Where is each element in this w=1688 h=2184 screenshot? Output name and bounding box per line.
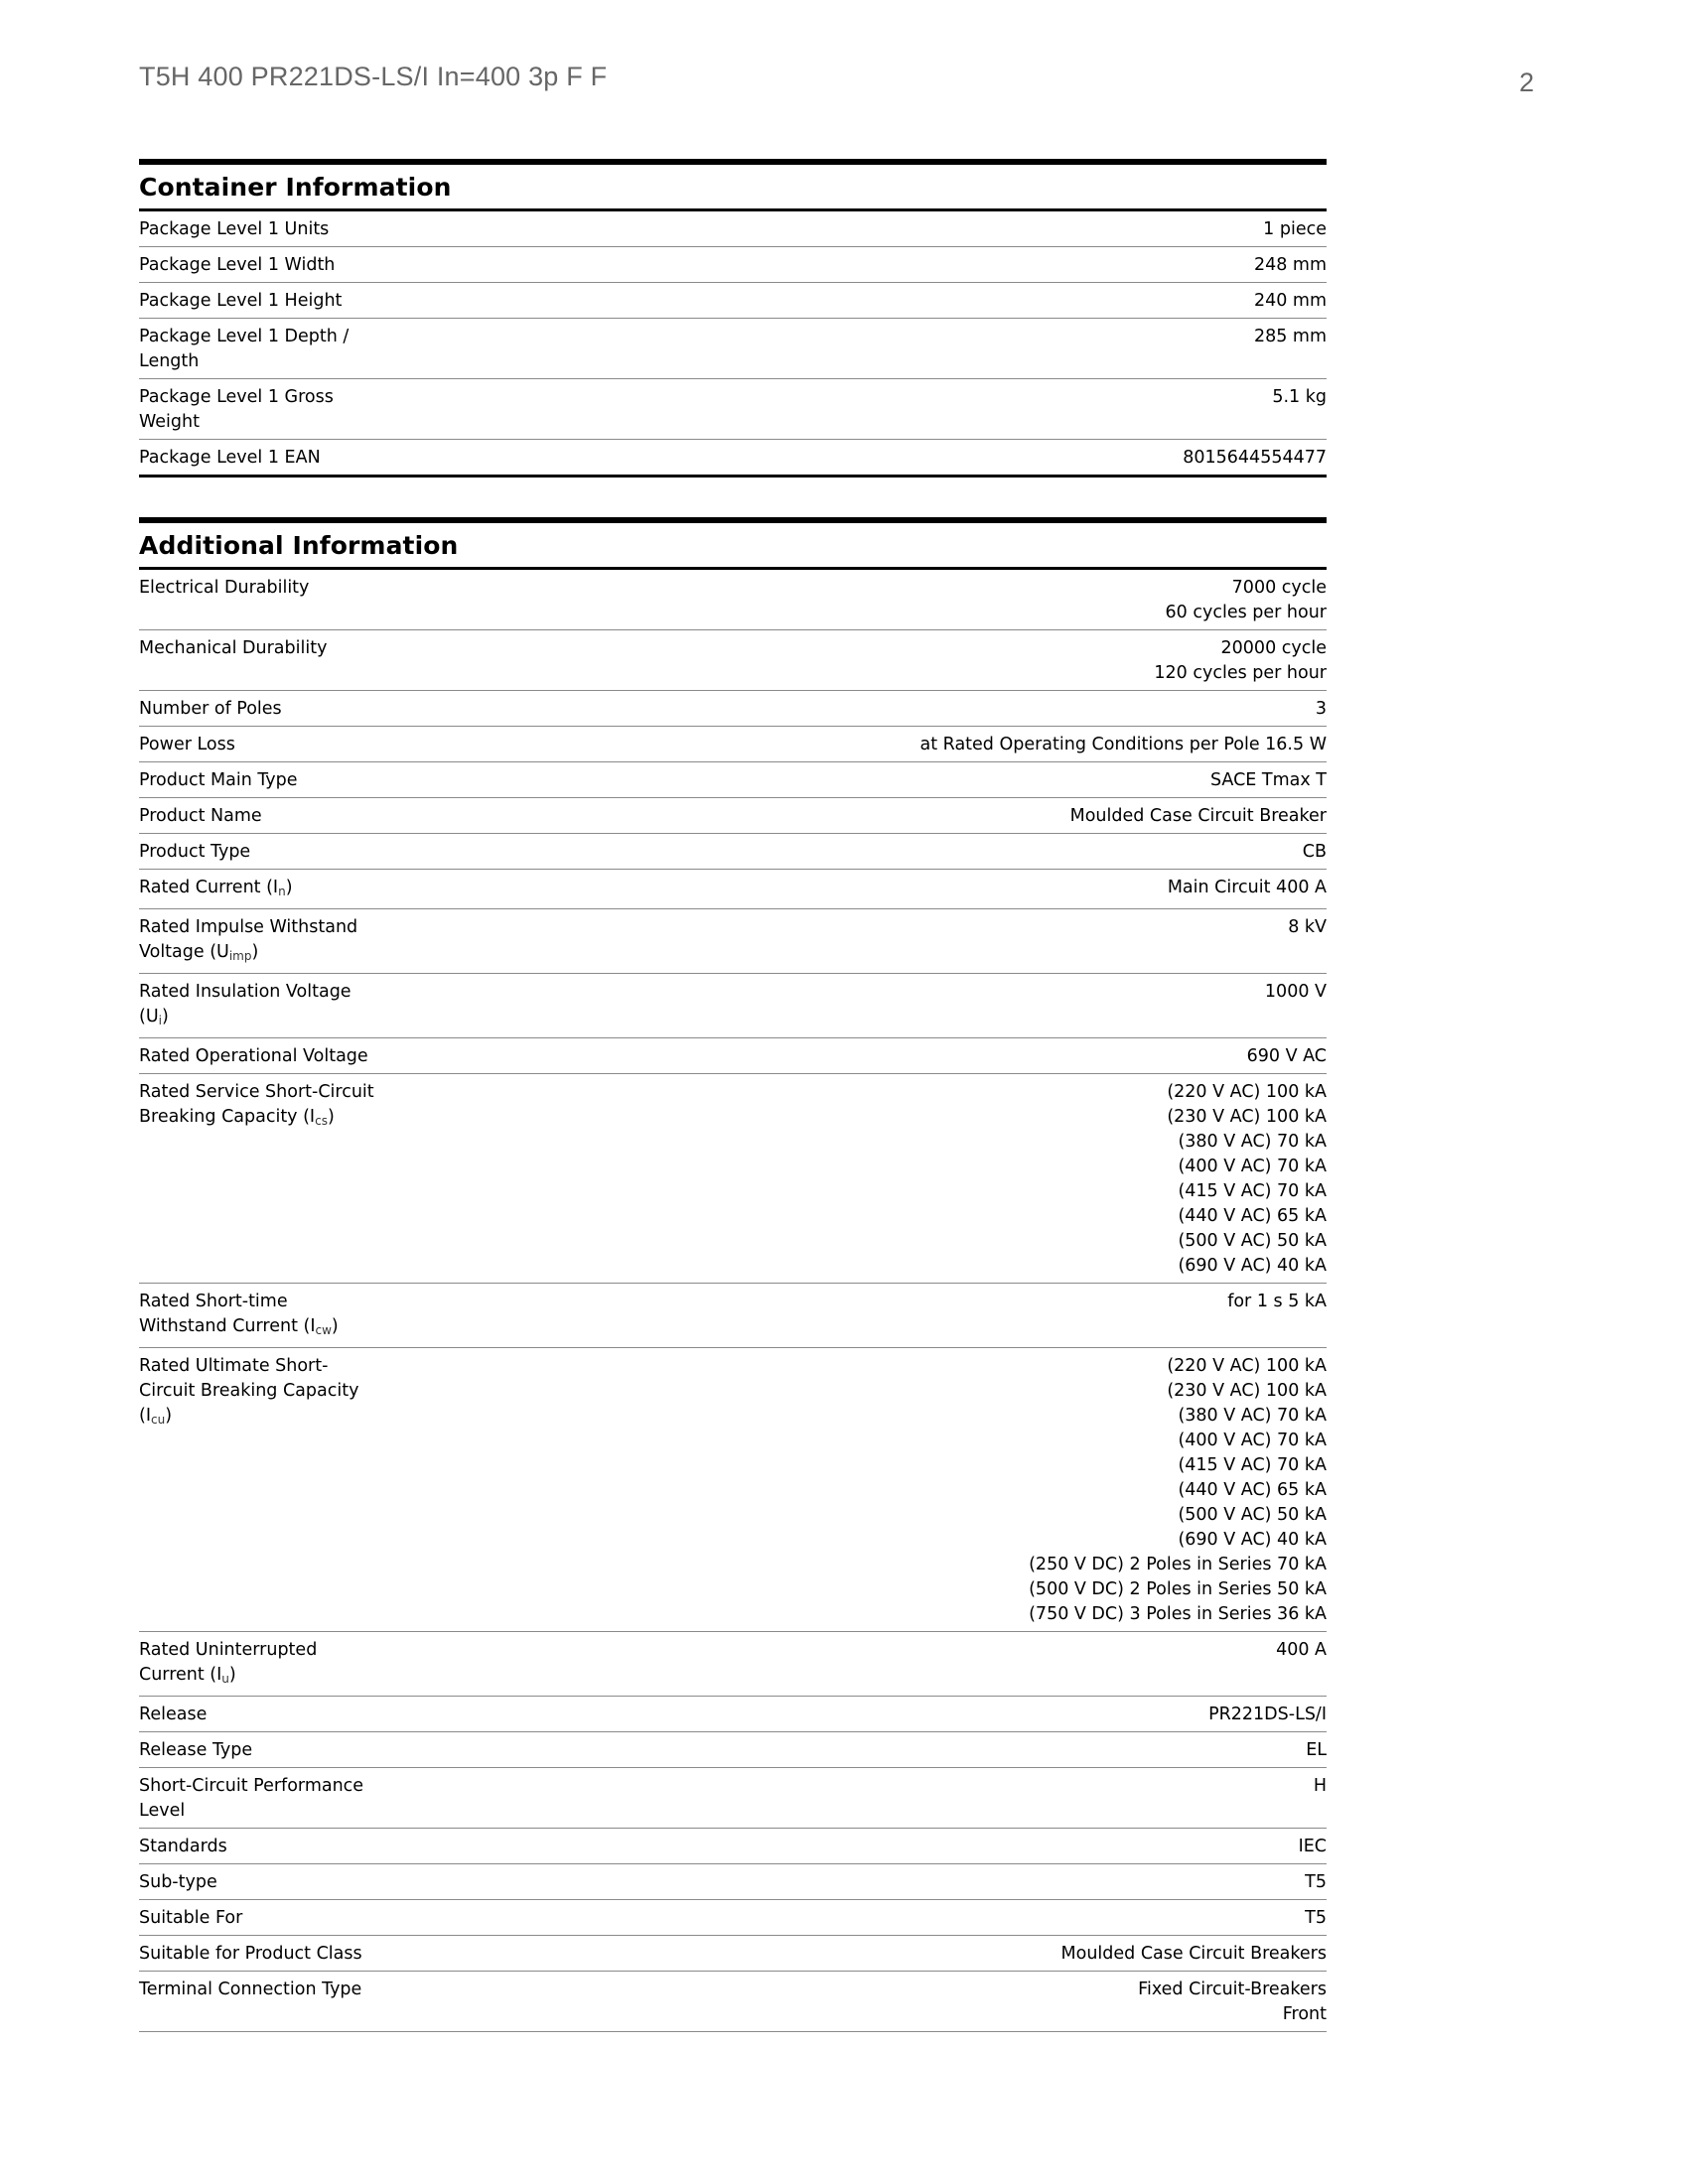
row-value-line: at Rated Operating Conditions per Pole 16.5 W [919, 735, 1327, 754]
row-value-line: (690 V AC) 40 kA [1178, 1256, 1327, 1276]
row-value [1210, 768, 1327, 793]
row-value-line: (415 V AC) 70 kA [1178, 1181, 1327, 1201]
row-label [139, 1080, 377, 1134]
row-value [1029, 1354, 1327, 1627]
table-row [139, 211, 1327, 247]
row-value-line: Front [1282, 2004, 1327, 2024]
row-value-line: 690 V AC [1246, 1046, 1327, 1066]
table-row [139, 1697, 1327, 1732]
row-value [1288, 915, 1327, 940]
row-value [1208, 1703, 1327, 1727]
row-value [1167, 1080, 1327, 1279]
row-value [1314, 1774, 1327, 1799]
row-value [1227, 1290, 1327, 1314]
row-value [1299, 1835, 1327, 1859]
table-row [139, 379, 1327, 440]
table-row [139, 1768, 1327, 1829]
row-label-text: Rated Operational Voltage [139, 1046, 368, 1066]
table-row [139, 1936, 1327, 1972]
row-value-line: (500 V AC) 50 kA [1178, 1505, 1327, 1525]
row-value-line: 1000 V [1264, 982, 1327, 1002]
row-value-line: 20000 cycle [1220, 638, 1327, 658]
row-label [139, 1774, 377, 1824]
row-value-line: IEC [1298, 1837, 1327, 1856]
row-value [1061, 1942, 1327, 1967]
row-label-text: Rated Insulation Voltage (U [139, 982, 352, 1026]
table-row [139, 319, 1327, 379]
row-label [139, 915, 377, 969]
table-row [139, 283, 1327, 319]
row-label-text: Standards [139, 1837, 227, 1856]
row-value [1254, 289, 1327, 314]
row-label-suffix: ) [285, 878, 293, 897]
page-number: 2 [1518, 68, 1534, 97]
table-row [139, 1900, 1327, 1936]
row-value [1263, 217, 1327, 242]
row-value [1316, 697, 1327, 722]
row-value-line: 285 mm [1253, 327, 1327, 346]
row-value [1272, 385, 1327, 410]
row-label-text: Sub-type [139, 1872, 217, 1892]
row-label [139, 636, 377, 661]
row-label-text: Rated Short-time Withstand Current (I [139, 1292, 316, 1336]
row-value-line: (400 V AC) 70 kA [1178, 1431, 1327, 1450]
row-label-suffix: ) [161, 1007, 169, 1026]
row-value-line: (440 V AC) 65 kA [1178, 1206, 1327, 1226]
table-row [139, 691, 1327, 727]
row-label-text: Package Level 1 EAN [139, 448, 321, 468]
row-label-text: Package Level 1 Units [139, 219, 330, 239]
row-value-line: PR221DS-LS/I [1208, 1705, 1327, 1724]
row-label-subscript: imp [228, 949, 252, 963]
row-value-line: 3 [1315, 699, 1327, 719]
row-label [139, 289, 377, 314]
row-label-text: Package Level 1 Width [139, 255, 336, 275]
row-label [139, 1942, 377, 1967]
row-value-line: SACE Tmax T [1209, 770, 1327, 790]
spec-table [139, 570, 1327, 2032]
table-row [139, 247, 1327, 283]
section-title: Additional Information [139, 531, 459, 560]
row-label-subscript: i [158, 1014, 162, 1027]
row-label [139, 1354, 377, 1433]
row-label [139, 576, 377, 601]
row-label [139, 446, 377, 471]
spec-table [139, 211, 1327, 478]
row-label [139, 840, 377, 865]
row-label-text: Terminal Connection Type [139, 1979, 362, 1999]
row-label [139, 217, 377, 242]
table-row [139, 870, 1327, 909]
table-row [139, 834, 1327, 870]
row-label [139, 768, 377, 793]
row-label-text: Number of Poles [139, 699, 282, 719]
row-value-line: (250 V DC) 2 Poles in Series 70 kA [1029, 1555, 1327, 1574]
row-value-line: 7000 cycle [1231, 578, 1327, 598]
row-value [1168, 876, 1327, 900]
row-label-text: Release Type [139, 1740, 253, 1760]
row-value [1305, 1906, 1327, 1931]
row-value-line: 240 mm [1253, 291, 1327, 311]
row-label-text: Product Main Type [139, 770, 298, 790]
row-label [139, 876, 377, 904]
table-row [139, 440, 1327, 478]
row-label-text: Rated Uninterrupted Current (I [139, 1640, 318, 1685]
table-row [139, 570, 1327, 630]
row-value-line: 8015644554477 [1183, 448, 1327, 468]
row-label [139, 804, 377, 829]
row-label-text: Suitable for Product Class [139, 1944, 362, 1964]
page-header [139, 62, 1549, 101]
row-value-line: (380 V AC) 70 kA [1178, 1132, 1327, 1152]
row-value-line: Moulded Case Circuit Breakers [1060, 1944, 1327, 1964]
row-value [1166, 576, 1327, 625]
row-value-line: (500 V DC) 2 Poles in Series 50 kA [1029, 1579, 1327, 1599]
row-value-line: CB [1302, 842, 1327, 862]
row-label [139, 1638, 377, 1692]
row-value [1138, 1978, 1327, 2027]
row-label-suffix: ) [251, 942, 259, 962]
table-row [139, 727, 1327, 762]
row-value-line: 120 cycles per hour [1154, 663, 1327, 683]
row-value-line: Moulded Case Circuit Breaker [1069, 806, 1327, 826]
table-row [139, 1284, 1327, 1348]
row-value-line: 248 mm [1253, 255, 1327, 275]
row-value-line: Main Circuit 400 A [1167, 878, 1327, 897]
table-row [139, 974, 1327, 1038]
row-label-subscript: cu [151, 1413, 166, 1427]
row-label [139, 733, 377, 757]
row-value [1254, 325, 1327, 349]
row-label [139, 1290, 377, 1343]
row-value [1154, 636, 1327, 686]
row-label-suffix: ) [228, 1665, 236, 1685]
row-label [139, 1044, 377, 1069]
row-label [139, 253, 377, 278]
row-value [1070, 804, 1327, 829]
row-value-line: (690 V AC) 40 kA [1178, 1530, 1327, 1550]
row-value-line: for 1 s 5 kA [1227, 1292, 1327, 1311]
table-row [139, 798, 1327, 834]
row-value-line: (415 V AC) 70 kA [1178, 1455, 1327, 1475]
row-label [139, 697, 377, 722]
row-value-line: 60 cycles per hour [1165, 603, 1327, 622]
table-row [139, 1972, 1327, 2032]
row-label [139, 1738, 377, 1763]
row-value-line: H [1313, 1776, 1327, 1796]
row-label-text: Rated Ultimate Short-Circuit Breaking Capacity (I [139, 1356, 359, 1426]
row-label-subscript: n [278, 885, 286, 898]
row-value [1183, 446, 1327, 471]
table-row [139, 1348, 1327, 1632]
row-value-line: (400 V AC) 70 kA [1178, 1157, 1327, 1176]
row-label-subscript: cw [315, 1323, 332, 1337]
row-label-suffix: ) [165, 1406, 173, 1426]
row-value [1247, 1044, 1327, 1069]
row-value-line: (440 V AC) 65 kA [1178, 1480, 1327, 1500]
row-label-text: Electrical Durability [139, 578, 310, 598]
table-row [139, 762, 1327, 798]
row-label [139, 385, 377, 435]
row-value-line: T5 [1305, 1908, 1327, 1928]
table-row [139, 1829, 1327, 1864]
row-value-line: (500 V AC) 50 kA [1178, 1231, 1327, 1251]
row-value-line: (220 V AC) 100 kA [1167, 1356, 1327, 1376]
row-value [1265, 980, 1327, 1005]
table-row [139, 1632, 1327, 1697]
row-label-text: Package Level 1 Depth / Length [139, 327, 350, 371]
row-value-line: 400 A [1276, 1640, 1327, 1660]
row-label-suffix: ) [331, 1316, 339, 1336]
row-label-text: Rated Impulse Withstand Voltage (U [139, 917, 358, 962]
row-value-line: 8 kV [1288, 917, 1327, 937]
row-label [139, 1870, 377, 1895]
row-value [1303, 840, 1327, 865]
row-value-line: (230 V AC) 100 kA [1167, 1107, 1327, 1127]
additional-information-section [139, 517, 1327, 2032]
row-value [920, 733, 1327, 757]
row-label [139, 1703, 377, 1727]
document-title: T5H 400 PR221DS-LS/I In=400 3p F F [139, 62, 608, 91]
row-value-line: (220 V AC) 100 kA [1167, 1082, 1327, 1102]
row-value-line: (230 V AC) 100 kA [1167, 1381, 1327, 1401]
table-row [139, 1732, 1327, 1768]
row-value-line: EL [1306, 1740, 1327, 1760]
row-label [139, 325, 377, 374]
row-value [1305, 1870, 1327, 1895]
row-label [139, 980, 377, 1033]
row-label-text: Power Loss [139, 735, 235, 754]
table-row [139, 909, 1327, 974]
row-label-text: Release [139, 1705, 208, 1724]
container-information-section [139, 159, 1327, 478]
row-value-line: (380 V AC) 70 kA [1178, 1406, 1327, 1426]
row-value-line: 1 piece [1263, 219, 1327, 239]
row-label-text: Short-Circuit Performance Level [139, 1776, 364, 1821]
table-row [139, 1038, 1327, 1074]
row-label-subscript: cs [315, 1114, 328, 1128]
row-value-line: 5.1 kg [1272, 387, 1327, 407]
section-title: Container Information [139, 173, 452, 202]
row-label-text: Suitable For [139, 1908, 243, 1928]
row-label-text: Mechanical Durability [139, 638, 328, 658]
row-value [1276, 1638, 1327, 1663]
row-value-line: T5 [1305, 1872, 1327, 1892]
row-label-text: Rated Current (I [139, 878, 279, 897]
row-label-text: Product Type [139, 842, 251, 862]
row-value [1306, 1738, 1327, 1763]
row-label [139, 1978, 377, 2002]
row-value-line: (750 V DC) 3 Poles in Series 36 kA [1029, 1604, 1327, 1624]
row-label-suffix: ) [327, 1107, 335, 1127]
row-label-text: Rated Service Short-Circuit Breaking Capacity (I [139, 1082, 374, 1127]
row-label-text: Product Name [139, 806, 262, 826]
table-row [139, 630, 1327, 691]
row-label-subscript: u [221, 1672, 229, 1686]
table-row [139, 1074, 1327, 1284]
row-label [139, 1835, 377, 1859]
table-row [139, 1864, 1327, 1900]
row-label [139, 1906, 377, 1931]
row-value-line: Fixed Circuit-Breakers [1138, 1979, 1327, 1999]
row-value [1254, 253, 1327, 278]
row-label-text: Package Level 1 Height [139, 291, 343, 311]
row-label-text: Package Level 1 Gross Weight [139, 387, 334, 432]
